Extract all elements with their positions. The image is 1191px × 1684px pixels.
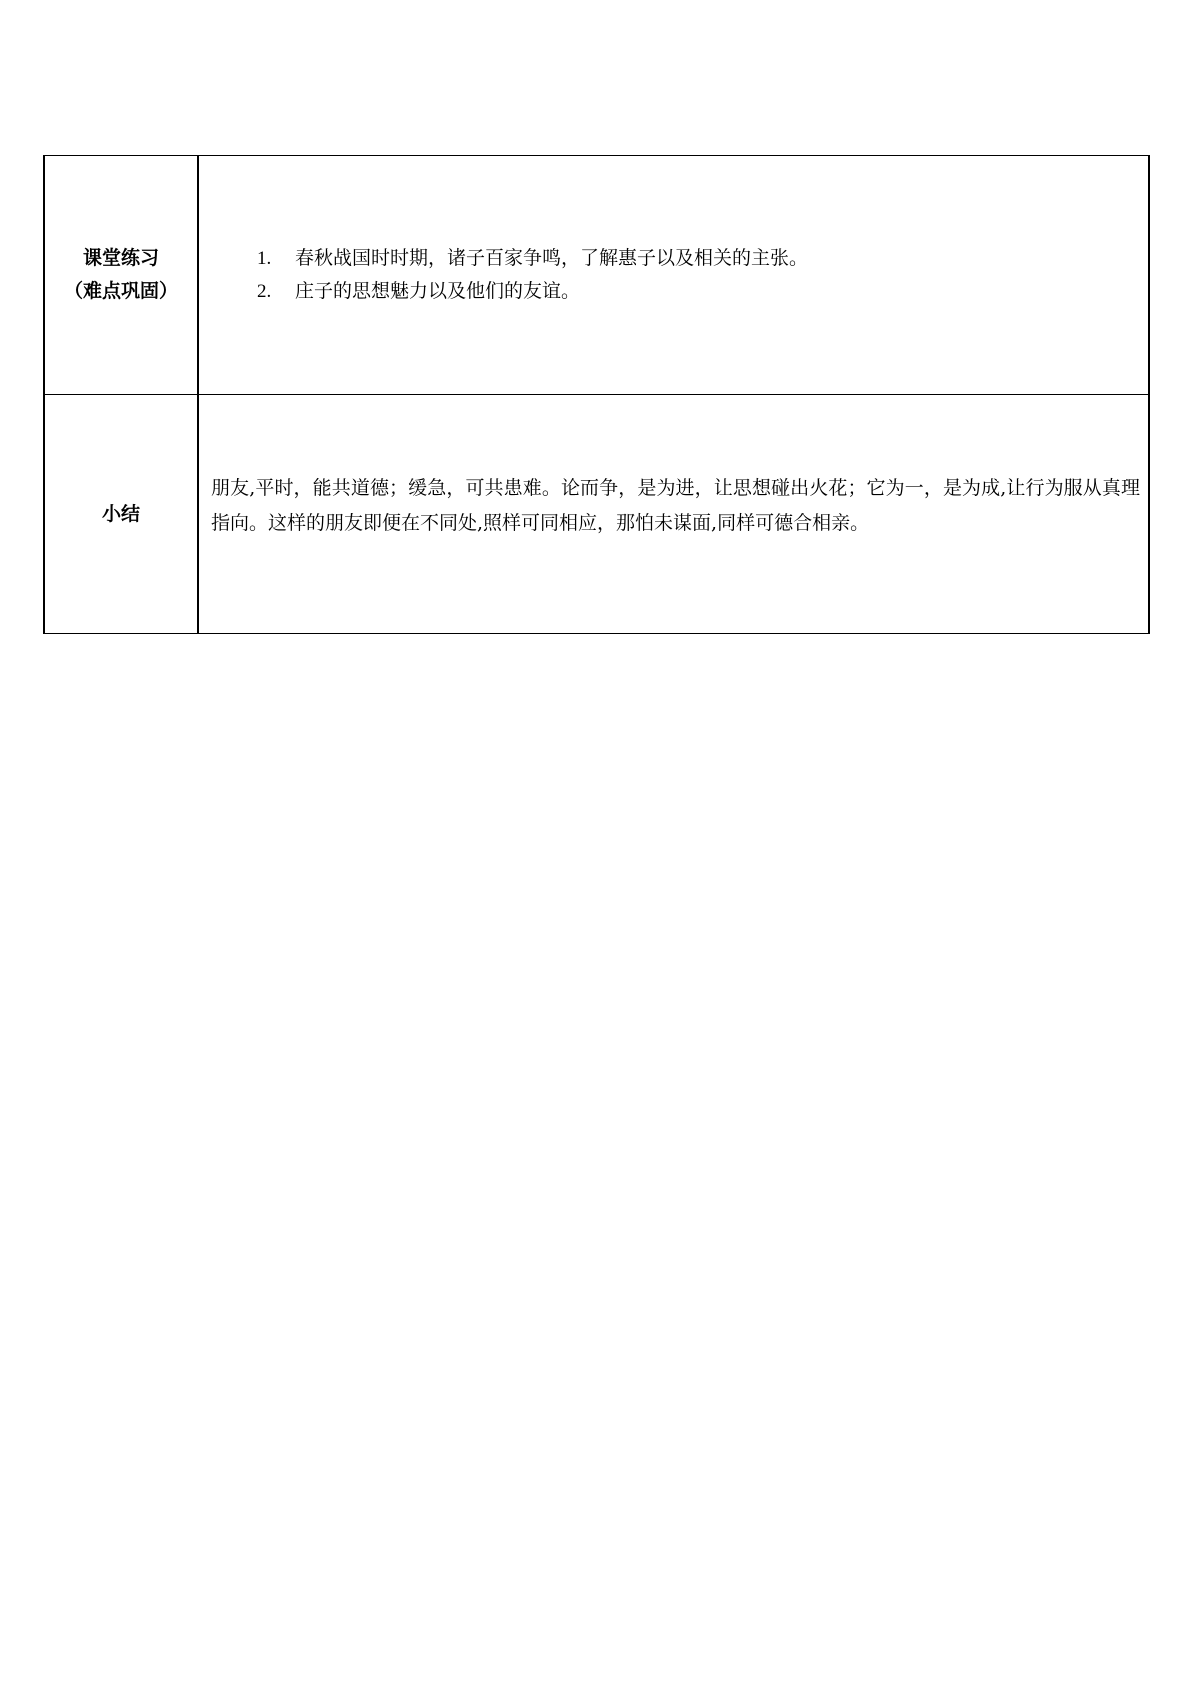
summary-label-cell (44, 395, 198, 634)
exercise-content-cell (198, 156, 1149, 395)
summary-row (44, 395, 1149, 634)
summary-content-cell (198, 395, 1149, 634)
summary-paragraph: 朋友,平时，能共道德；缓急，可共患难。论而争，是为进，让思想碰出火花；它为一，是为成,让行为服从真理指向。这样的朋友即便在不同处,照样可同相应，那怕未谋面,同样可德合相亲。 (211, 477, 1140, 534)
list-item-text: 庄子的思想魅力以及他们的友谊。 (295, 280, 581, 302)
exercise-sublabel: （难点巩固） (63, 280, 178, 302)
lesson-plan-table (43, 155, 1150, 634)
list-item (257, 275, 1148, 308)
exercise-list (199, 242, 1148, 308)
list-item-number: 1. (257, 248, 272, 269)
exercise-row (44, 156, 1149, 395)
summary-label: 小结 (101, 502, 140, 525)
list-item-text: 春秋战国时时期，诸子百家争鸣，了解惠子以及相关的主张。 (295, 247, 809, 269)
exercise-label-cell (44, 156, 198, 395)
list-item (257, 242, 1148, 275)
list-item-number: 2. (257, 281, 272, 302)
exercise-label: 课堂练习 (82, 247, 159, 269)
